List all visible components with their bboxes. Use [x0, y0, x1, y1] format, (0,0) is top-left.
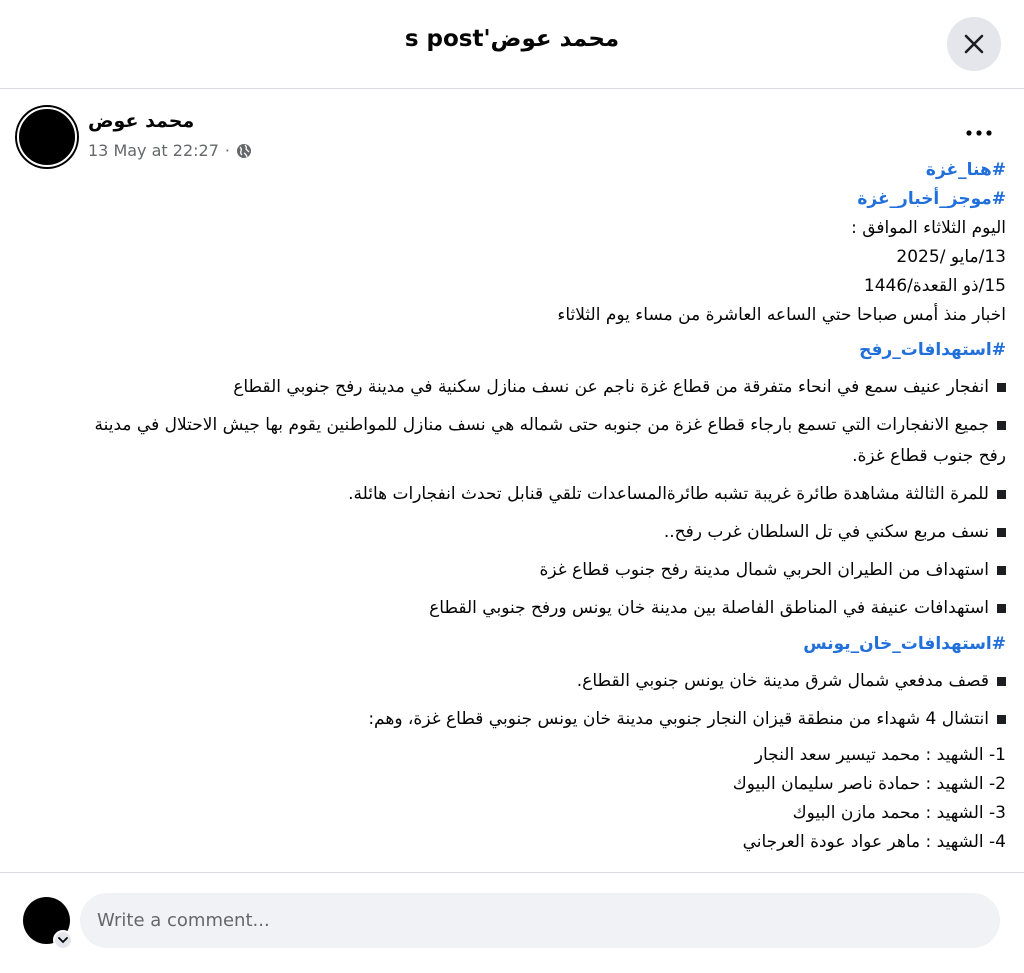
martyr-line: 3- الشهيد : محمد مازن البيوك [792, 803, 1006, 823]
profile-switch-button[interactable] [53, 930, 73, 950]
post-line: 15/ذو القعدة/1446 [863, 276, 1006, 296]
bullet-square-icon [997, 677, 1006, 686]
hashtag-link[interactable]: #استهدافات_خان_يونس [803, 634, 1006, 654]
list-item: استهدافات عنيفة في المناطق الفاصلة بين مدينة خان يونس ورفح جنوبي القطاع [70, 593, 1006, 624]
comment-input[interactable] [97, 910, 1000, 931]
post-text [70, 156, 1006, 857]
bullet-square-icon [997, 604, 1006, 613]
bullet-square-icon [997, 715, 1006, 724]
list-item: قصف مدفعي شمال شرق مدينة خان يونس جنوبي القطاع. [70, 666, 1006, 697]
list-item: للمرة الثالثة مشاهدة طائرة غريبة تشبه طائرةالمساعدات تلقي قنابل تحدث انفجارات هائلة. [70, 479, 1006, 510]
martyr-line: 2- الشهيد : حمادة ناصر سليمان البيوك [732, 774, 1006, 794]
hashtag-link[interactable]: #موجز_أخبار_غزة [857, 189, 1006, 209]
bullet-square-icon [997, 383, 1006, 392]
author-avatar[interactable] [17, 107, 77, 167]
meta-separator: · [224, 141, 230, 160]
more-options-button[interactable] [962, 118, 996, 148]
comment-box[interactable] [80, 893, 1000, 948]
post-line: اليوم الثلاثاء الموافق : [851, 218, 1006, 238]
close-button[interactable] [947, 17, 1001, 71]
bullet-square-icon [997, 421, 1006, 430]
comment-footer [0, 872, 1024, 973]
martyr-line: 1- الشهيد : محمد تيسير سعد النجار [754, 745, 1006, 765]
bullet-square-icon [997, 566, 1006, 575]
bullet-square-icon [997, 528, 1006, 537]
dialog-header [0, 0, 1024, 89]
hashtag-link[interactable]: #استهدافات_رفح [859, 340, 1006, 360]
post-line: اخبار منذ أمس صباحا حتي الساعه العاشرة من مساء يوم الثلاثاء [557, 305, 1006, 325]
chevron-down-icon [58, 937, 68, 944]
close-icon [963, 33, 985, 55]
list-item: انفجار عنيف سمع في انحاء متفرقة من قطاع غزة ناجم عن نسف منازل سكنية في مدينة رفح جنوبي القطاع [70, 372, 1006, 403]
martyr-line: 4- الشهيد : ماهر عواد عودة العرجاني [742, 832, 1006, 852]
list-item: جميع الانفجارات التي تسمع بارجاء قطاع غزة من جنوبه حتى شماله هي نسف منازل للمواطنين يقوم بها جيش الاحتلال في مدينة رفح جنوب قطاع غزة. [94, 415, 1006, 466]
hashtag-link[interactable]: #هنا_غزة [925, 160, 1006, 180]
list-item: استهداف من الطيران الحربي شمال مدينة رفح جنوب قطاع غزة [70, 555, 1006, 586]
list-item: انتشال 4 شهداء من منطقة قيزان النجار جنوبي مدينة خان يونس جنوبي قطاع غزة، وهم: [70, 704, 1006, 735]
list-item: نسف مربع سكني في تل السلطان غرب رفح.. [70, 517, 1006, 548]
post-line: 13/مايو /2025 [896, 247, 1006, 267]
bullet-square-icon [997, 490, 1006, 499]
more-horizontal-icon [966, 130, 992, 136]
post-content-scroll[interactable] [0, 90, 1024, 872]
post-timestamp[interactable]: 13 May at 22:27 [88, 141, 219, 160]
dialog-title: محمد عوض's post [404, 26, 620, 52]
author-name[interactable]: محمد عوض [88, 110, 195, 132]
